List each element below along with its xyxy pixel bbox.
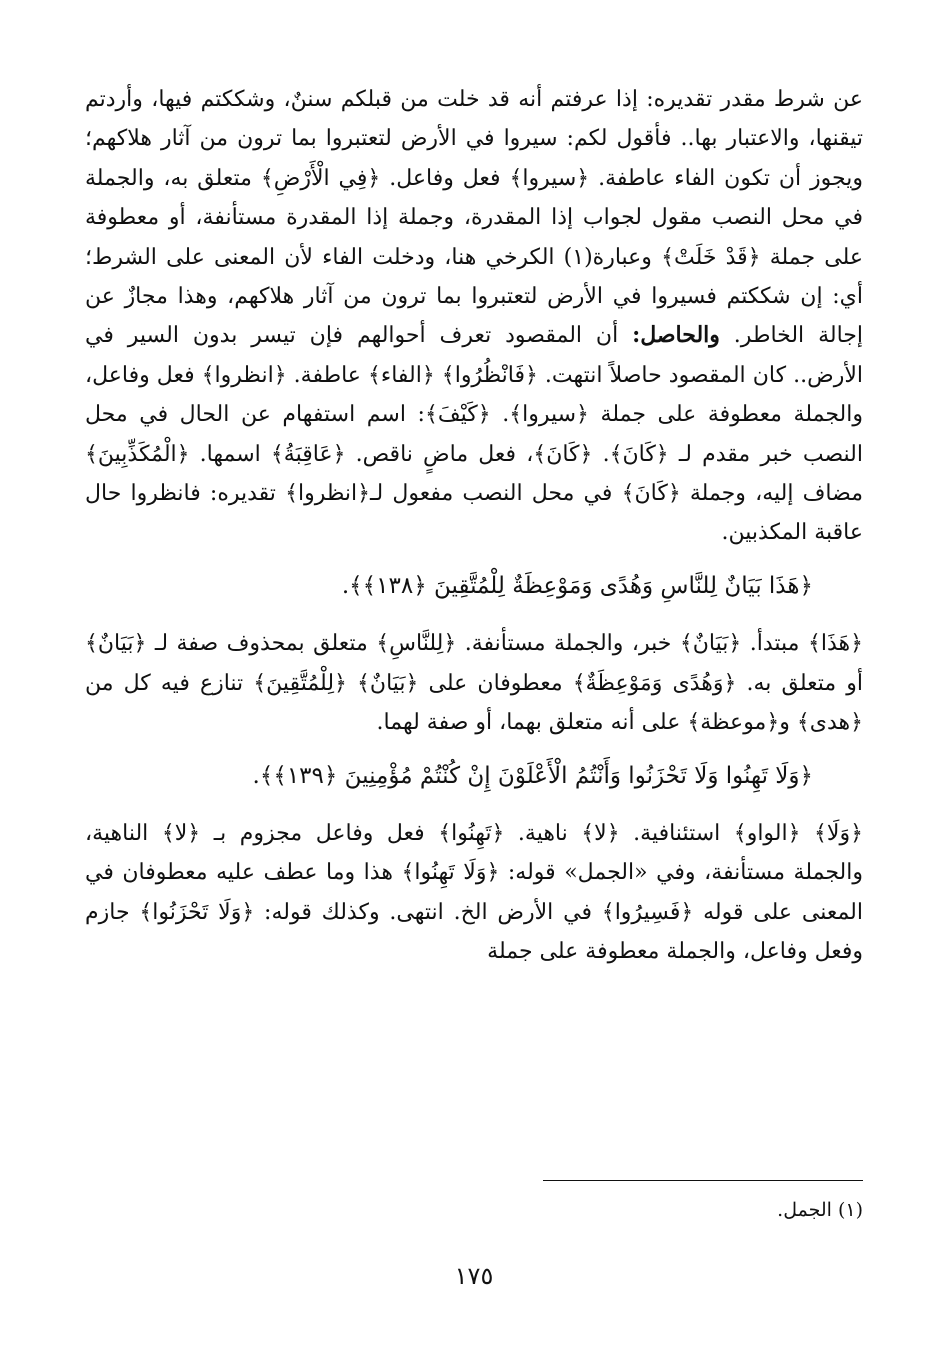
footnote: (١) الجمل. (777, 1199, 863, 1221)
paragraph-3: ﴿وَلَا﴾ ﴿الواو﴾ استئنافية. ﴿لا﴾ ناهية. ﴿تَهِنُوا﴾ فعل وفاعل مجزوم بـ ﴿لا﴾ الناهية، والجملة مستأنفة، وفي «الجمل» قوله: ﴿وَلَا تَهِنُوا﴾ هذا وما عطف عليه معطوفان في المعنى على قوله ﴿فَسِيرُوا﴾ في الأرض الخ. انتهى. وكذلك قوله: ﴿وَلَا تَحْزَنُوا﴾ جازم وفعل وفاعل، والجملة معطوفة على جملة (85, 820, 863, 965)
body-text (85, 80, 863, 972)
bold-term: والحاصل: (632, 322, 720, 349)
page-number: ١٧٥ (454, 1262, 494, 1290)
footnote-divider (543, 1180, 863, 1181)
paragraph-1-text: عن شرط مقدر تقديره: إذا عرفتم أنه قد خلت من قبلكم سننٌ، وشككتم فيها، وأردتم تيقنها، والاعتبار بها.. فأقول لكم: سيروا في الأرض لتعتبروا بما ترون من آثار هلاكهم؛ ويجوز أن تكون الفاء عاطفة. ﴿سيروا﴾ فعل وفاعل. ﴿فِي الْأَرْضِ﴾ متعلق به، والجملة في محل النصب مقول لجواب إذا المقدرة، وجملة إذا المقدرة مستأنفة، أو معطوفة على جملة ﴿قَدْ خَلَتْ﴾ وعبارة(١) الكرخي هنا، ودخلت الفاء لأن المعنى على الشرط؛ أي: إن شككتم فسيروا في الأرض لتعتبروا بما ترون من آثار هلاكهم، وهذا مجازٌ عن إجالة الخاطر. (85, 87, 863, 349)
paragraph-1-continuation: أن المقصود تعرف أحوالهم فإن تيسر بدون السير في الأرض.. كان المقصود حاصلاً انتهت. ﴿فَانْظُرُوا﴾ ﴿الفاء﴾ عاطفة. ﴿انظروا﴾ فعل وفاعل، والجملة معطوفة على جملة ﴿سيروا﴾. ﴿كَيْفَ﴾: اسم استفهام عن الحال في محل النصب خبر مقدم لـ ﴿كَانَ﴾. ﴿كَانَ﴾، فعل ماضٍ ناقص. ﴿عَاقِبَةُ﴾ اسمها. ﴿الْمُكَذِّبِينَ﴾ مضاف إليه، وجملة ﴿كَانَ﴾ في محل النصب مفعول لـ﴿انظروا﴾ تقديره: فانظروا حال عاقبة المكذبين. (85, 323, 863, 546)
paragraph-2: ﴿هَذَا﴾ مبتدأ. ﴿بَيَانٌ﴾ خبر، والجملة مستأنفة. ﴿لِلنَّاسِ﴾ متعلق بمحذوف صفة لـ ﴿بَيَانٌ﴾ أو متعلق به. ﴿وَهُدًى وَمَوْعِظَةٌ﴾ معطوفان على ﴿بَيَانٌ﴾ ﴿لِلْمُتَّقِينَ﴾ تنازع فيه كل من ﴿هدى﴾ و﴿موعظة﴾ على أنه متعلق بهما، أو صفة لهما. (85, 631, 863, 736)
quran-verse-138: ﴿هَذَا بَيَانٌ لِلنَّاسِ وَهُدًى وَمَوْعِظَةٌ لِلْمُتَّقِينَ ﴿١٣٨﴾﴾. (341, 572, 813, 599)
paragraph-1 (85, 80, 863, 553)
quran-verse-139: ﴿وَلَا تَهِنُوا وَلَا تَحْزَنُوا وَأَنْتُمُ الْأَعْلَوْنَ إِنْ كُنْتُمْ مُؤْمِنِينَ ﴿١٣٩﴾﴾. (252, 762, 813, 789)
